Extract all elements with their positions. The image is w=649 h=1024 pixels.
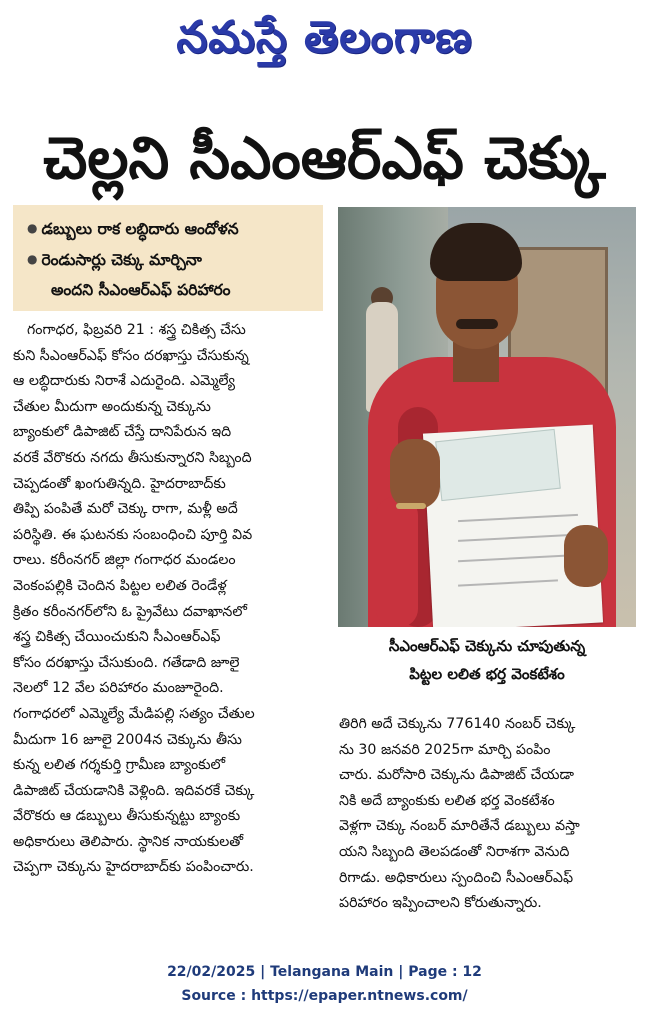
photo-bracelet xyxy=(396,503,426,509)
article-line: యని సిబ్బంది తెలపడంతో నిరాశగా వెనుది xyxy=(339,843,570,860)
article-line: శస్త్ర చికిత్స చేయించుకుని సీఎంఆర్‌ఎఫ్ xyxy=(13,629,221,646)
article-line: చెప్పగా చెక్కును హైదరాబాద్‌కు పంపించారు. xyxy=(13,859,254,876)
article-line: గంగాధర, ఫిబ్రవరి 21 : శస్త్ర చికిత్స చేసు xyxy=(27,322,246,338)
article-line: రాలు. కరీంనగర్ జిల్లా గంగాధర మండలం xyxy=(13,552,236,569)
article-line: చేతుల మీదుగా అందుకున్న చెక్కును xyxy=(13,398,211,415)
article-line: తిరిగి అదే చెక్కును 776140 నంబర్ చెక్కు xyxy=(339,716,576,732)
article-line: క్రితం కరీంనగర్‌లోని ఓ ప్రైవేటు దవాఖానలో xyxy=(13,603,247,620)
article-line: డిపాజిట్ చేయడానికి వెళ్లింది. ఇదివరకే చెక్కు xyxy=(13,782,255,799)
article-column-right xyxy=(339,712,635,942)
photo-caption xyxy=(338,628,636,694)
article-line: చారు. మరోసారి చెక్కును డిపాజిట్ చేయడా xyxy=(339,767,574,784)
bullet-icon: ● xyxy=(27,252,38,266)
kicker-text: డబ్బులు రాక లబ్ధిదారు ఆందోళన xyxy=(41,220,239,238)
article-line: వేరొకరు ఆ డబ్బులు తీసుకున్నట్టు బ్యాంకు xyxy=(13,808,241,825)
masthead-title: నమస్తే తెలంగాణ xyxy=(176,12,473,63)
article-line: కున్న లలిత గర్శకుర్తి గ్రామీణ బ్యాంకులో xyxy=(13,757,226,774)
footer-source: Source : https://epaper.ntnews.com/ xyxy=(181,988,468,1004)
caption-line: పిట్టల లలిత భర్త వెంకటేశం xyxy=(409,665,565,683)
article-line: గంగాధరలో ఎమ్మెల్యే మేడిపల్లి సత్యం చేతుల xyxy=(13,705,255,722)
photo-cheque xyxy=(435,429,561,501)
news-photo xyxy=(338,207,636,627)
article-line: అధికారులు తెలిపారు. స్థానిక నాయకులతో xyxy=(13,833,244,850)
photo-hand xyxy=(564,525,608,587)
kicker-text: రెండుసార్లు చెక్కు మార్చినా xyxy=(41,251,202,269)
caption-line: సీఎంఆర్‌ఎఫ్ చెక్కును చూపుతున్న xyxy=(388,637,586,655)
photo-hair xyxy=(430,223,522,281)
article-body-right xyxy=(339,712,635,917)
article-line: మీదుగా 16 జూలై 2004న చెక్కును తీసు xyxy=(13,731,242,748)
article-line: రిగాడు. అధికారులు స్పందించి సీఎంఆర్‌ఎఫ్ xyxy=(339,869,574,886)
photo-moustache xyxy=(456,319,498,329)
article-line: ను 30 జనవరి 2025గా మార్చి పంపిం xyxy=(339,741,551,758)
article-line: పరిస్థితి. ఈ ఘటనకు సంబంధించి పూర్తి వివ xyxy=(13,526,253,543)
kicker-box xyxy=(13,205,323,311)
article-line: బ్యాంకులో డిపాజిట్ చేస్తే దానిపేరున ఇది xyxy=(13,424,232,441)
kicker-item xyxy=(27,213,313,244)
kicker-item xyxy=(27,244,313,275)
article-line: వెంకంపల్లికి చెందిన పిట్టల లలిత రెండేళ్ల xyxy=(13,577,227,594)
article-column-left xyxy=(13,318,325,936)
article-line: కోసం దరఖాస్తు చేసుకుంది. గతేడాది జూలై xyxy=(13,654,240,671)
photo-hand xyxy=(390,439,440,509)
article-line: చెప్పడంతో ఖంగుతిన్నది. హైదరాబాద్‌కు xyxy=(13,475,226,492)
article-line: కుని సీఎంఆర్‌ఎఫ్ కోసం దరఖాస్తు చేసుకున్న xyxy=(13,347,249,364)
kicker-item-continued xyxy=(27,275,313,305)
article-body-left xyxy=(13,318,325,881)
article-line: పరిహారం ఇప్పించాలని కోరుతున్నారు. xyxy=(339,895,542,912)
footer-publication-info: 22/02/2025 | Telangana Main | Page : 12 xyxy=(167,964,482,980)
page-footer xyxy=(0,960,649,1008)
article-line: వరకే వేరొకరు నగదు తీసుకున్నారని సిబ్బంది xyxy=(13,449,252,466)
photo-arm xyxy=(376,497,418,627)
bullet-icon: ● xyxy=(27,221,38,235)
article-line: తిప్పి పంపితే మరో చెక్కు రాగా, మళ్లీ అదే xyxy=(13,501,238,518)
kicker-text: అందని సీఎంఆర్‌ఎఫ్ పరిహారం xyxy=(51,281,231,299)
article-line: నికి అదే బ్యాంకుకు లలిత భర్త వెంకటేశం xyxy=(339,792,555,809)
headline: చెల్లని సీఎంఆర్‌ఎఫ్ చెక్కు xyxy=(43,124,606,192)
article-line: నెలలో 12 వేల పరిహారం మంజూరైంది. xyxy=(13,680,224,697)
article-line: ఆ లబ్ధిదారుకు నిరాశే ఎదురైంది. ఎమ్మెల్యే xyxy=(13,373,235,390)
article-line: వెళ్లగా చెక్కు నంబర్ మారితేనే డబ్బులు వస్తా xyxy=(339,818,580,835)
